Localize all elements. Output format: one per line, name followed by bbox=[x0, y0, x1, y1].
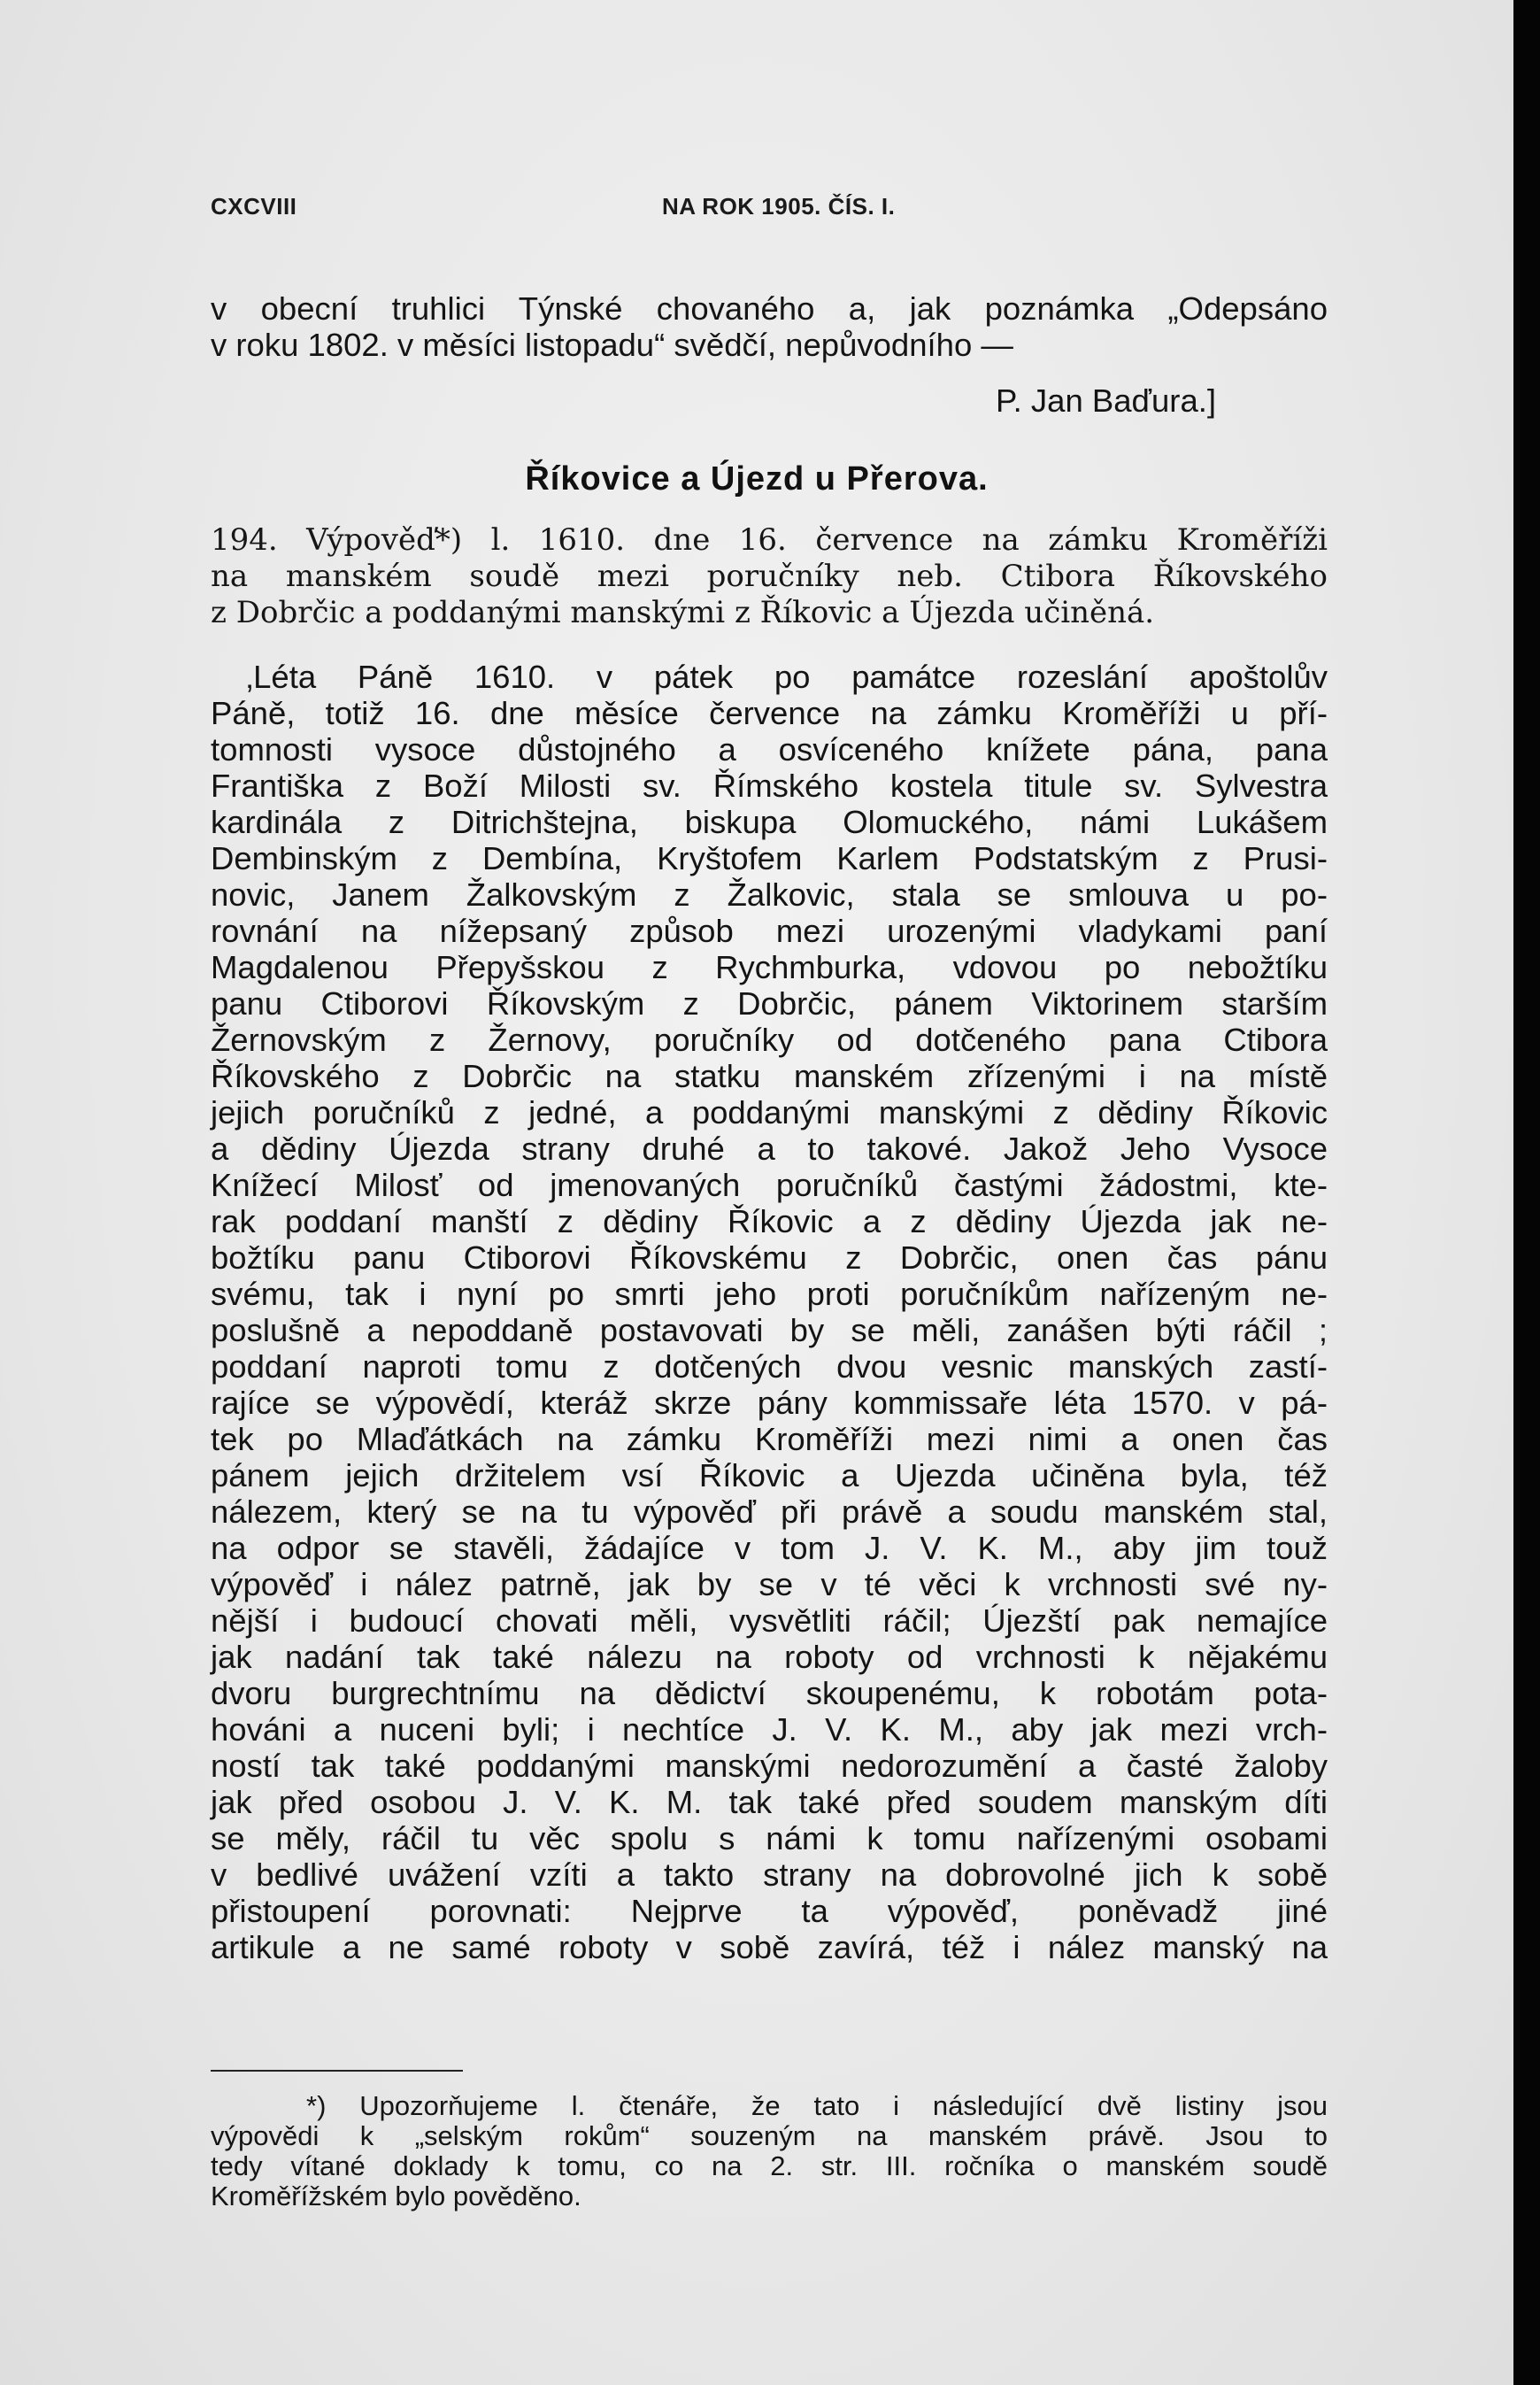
scan-edge bbox=[1513, 0, 1540, 2385]
text-line: v roku 1802. v měsíci listopadu“ svědčí, nepůvodního — bbox=[211, 327, 1013, 363]
section-title: Říkovice a Újezd u Přerova. bbox=[525, 460, 989, 498]
text-line: Páně, totiž 16. dne měsíce července na zámku Kroměříži u pří- bbox=[211, 695, 1328, 731]
text-line: výpovědi k „selským rokům“ souzeným na manském právě. Jsou to bbox=[211, 2120, 1328, 2151]
text-line: výpověď i nález patrně, jak by se v té věci k vrchnosti své ny- bbox=[211, 1566, 1328, 1602]
text-line: 194. Výpověď*) l. 1610. dne 16. července na zámku Kroměříži bbox=[211, 522, 1328, 558]
text-line: v obecní truhlici Týnské chovaného a, jak poznámka „Odepsáno bbox=[211, 290, 1328, 327]
text-line: ností tak také poddanými manskými nedorozumění a časté žaloby bbox=[211, 1748, 1328, 1784]
text-line: novic, Janem Žalkovským z Žalkovic, stala se smlouva u po- bbox=[211, 876, 1328, 913]
text-line: tomnosti vysoce důstojného a osvíceného knížete pána, pana bbox=[211, 731, 1328, 768]
text-line: Kroměřížském bylo pověděno. bbox=[211, 2180, 581, 2211]
text-line: a dědiny Újezda strany druhé a to takové. Jakož Jeho Vysoce bbox=[211, 1131, 1328, 1167]
text-line: kardinála z Ditrichštejna, biskupa Olomuckého, námi Lukášem bbox=[211, 804, 1328, 840]
footnote-divider bbox=[211, 2070, 463, 2072]
text-line: na manském soudě mezi poručníky neb. Ctibora Říkovského bbox=[211, 559, 1328, 594]
text-line: pánem jejich držitelem vsí Říkovic a Ujezda učiněna byla, též bbox=[211, 1457, 1328, 1494]
running-title: NA ROK 1905. ČÍS. I. bbox=[662, 193, 896, 220]
page-header bbox=[211, 193, 981, 228]
text-line: Žernovským z Žernovy, poručníky od dotčeného pana Ctibora bbox=[211, 1022, 1328, 1058]
text-line: rovnání na nížepsaný způsob mezi urozenými vladykami paní bbox=[211, 913, 1328, 949]
text-line: jak nadání tak také nálezu na roboty od vrchnosti k nějakému bbox=[211, 1639, 1328, 1675]
text-line: panu Ctiborovi Říkovským z Dobrčic, pánem Viktorinem starším bbox=[211, 985, 1328, 1022]
text-line: jak před osobou J. V. K. M. tak také před soudem manským díti bbox=[211, 1784, 1328, 1820]
text-line: božtíku panu Ctiborovi Říkovskému z Dobrčic, onen čas pánu bbox=[211, 1239, 1328, 1276]
text-line: poddaní naproti tomu z dotčených dvou vesnic manských zastí- bbox=[211, 1348, 1328, 1385]
text-line: svému, tak i nyní po smrti jeho proti poručníkům nařízeným ne- bbox=[211, 1276, 1328, 1312]
text-line: na odpor se stavěli, žádajíce v tom J. V. K. M., aby jim touž bbox=[211, 1530, 1328, 1566]
text-line: Říkovského z Dobrčic na statku manském zřízenými i na místě bbox=[211, 1058, 1328, 1094]
text-line: rajíce se výpovědí, kteráž skrze pány kommissaře léta 1570. v pá- bbox=[211, 1385, 1328, 1421]
text-line: přistoupení porovnati: Nejprve ta výpověď, poněvadž jiné bbox=[211, 1893, 1328, 1929]
text-line: Knížecí Milosť od jmenovaných poručníků častými žádostmi, kte- bbox=[211, 1167, 1328, 1203]
intro-paragraph bbox=[211, 290, 1328, 363]
main-paragraph bbox=[211, 659, 1328, 1965]
text-line: *) Upozorňujeme l. čtenáře, že tato i následující dvě listiny jsou bbox=[306, 2090, 1328, 2121]
text-line: tedy vítané doklady k tomu, co na 2. str. III. ročníka o manském soudě bbox=[211, 2150, 1328, 2181]
text-line: hováni a nuceni byli; i nechtíce J. V. K. M., aby jak mezi vrch- bbox=[211, 1711, 1328, 1748]
text-line: nější i budoucí chovati měli, vysvětliti ráčil; Újezští pak nemajíce bbox=[211, 1602, 1328, 1639]
text-line: Magdalenou Přepyšskou z Rychmburka, vdovou po nebožtíku bbox=[211, 949, 1328, 985]
text-line: nálezem, který se na tu výpověď při právě a soudu manském stal, bbox=[211, 1494, 1328, 1530]
text-line: rak poddaní manští z dědiny Říkovic a z dědiny Újezda jak ne- bbox=[211, 1203, 1328, 1239]
text-line: poslušně a nepoddaně postavovati by se měli, zanášen býti ráčil ; bbox=[211, 1312, 1328, 1348]
text-line: tek po Mlaďátkách na zámku Kroměříži mezi nimi a onen čas bbox=[211, 1421, 1328, 1457]
text-line: Dembinským z Dembína, Kryštofem Karlem Podstatským z Prusi- bbox=[211, 840, 1328, 876]
text-line: artikule a ne samé roboty v sobě zavírá, též i nález manský na bbox=[211, 1929, 1328, 1965]
signature: P. Jan Baďura.] bbox=[996, 382, 1217, 419]
text-line: v bedlivé uvážení vzíti a takto strany na dobrovolné jich k sobě bbox=[211, 1856, 1328, 1893]
footnote bbox=[211, 2091, 1328, 2211]
document-heading bbox=[211, 522, 1328, 631]
text-line: ‚Léta Páně 1610. v pátek po památce rozeslání apoštolův bbox=[246, 659, 1328, 695]
text-line: dvoru burgrechtnímu na dědictví skoupenému, k robotám pota- bbox=[211, 1675, 1328, 1711]
page-number: CXCVIII bbox=[211, 193, 297, 220]
text-line: Františka z Boží Milosti sv. Římského kostela titule sv. Sylvestra bbox=[211, 768, 1328, 804]
text-line: jejich poručníků z jedné, a poddanými manskými z dědiny Říkovic bbox=[211, 1094, 1328, 1131]
text-line: se měly, ráčil tu věc spolu s námi k tomu nařízenými osobami bbox=[211, 1820, 1328, 1856]
text-line: z Dobrčic a poddanými manskými z Říkovic a Újezda učiněná. bbox=[211, 595, 1155, 630]
